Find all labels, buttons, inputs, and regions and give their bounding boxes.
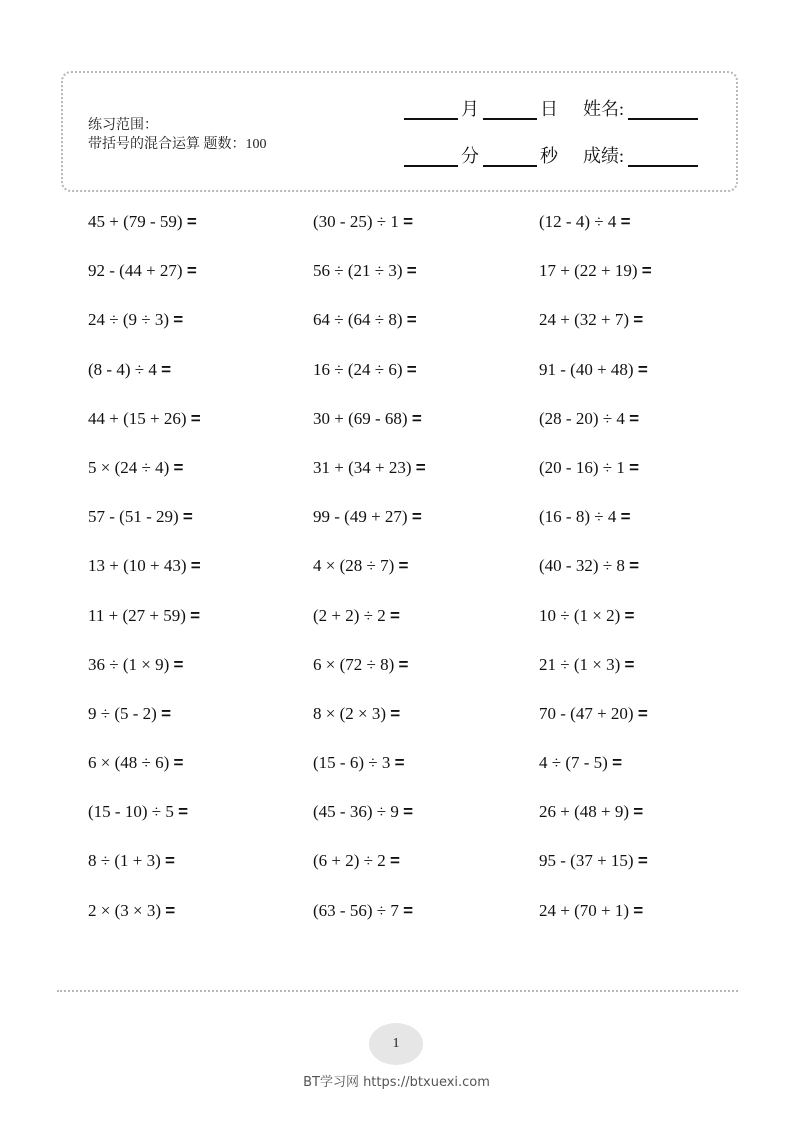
problem-expression: (15 - 10) ÷ 5 (88, 802, 174, 822)
equals-sign: = (173, 753, 184, 773)
equals-sign: = (633, 310, 644, 330)
problem-item (539, 407, 639, 431)
problem-item (88, 308, 183, 332)
problem-expression: (12 - 4) ÷ 4 (539, 212, 617, 231)
equals-sign: = (178, 802, 189, 822)
problem-row (88, 505, 748, 554)
problem-item (313, 358, 417, 382)
problem-expression: 95 - (37 + 15) (539, 851, 634, 871)
problem-expression: 9 ÷ (5 - 2) (88, 703, 157, 723)
problem-expression: 16 ÷ (24 ÷ 6) (313, 359, 403, 379)
problem-item (539, 259, 652, 283)
equals-sign: = (165, 900, 176, 920)
problem-item (313, 899, 413, 923)
problem-item (539, 210, 631, 234)
equals-sign: = (406, 310, 417, 330)
problem-item (539, 554, 639, 578)
equals-sign: = (406, 261, 417, 281)
problem-expression: 5 × (24 ÷ 4) (88, 457, 170, 477)
equals-sign: = (415, 457, 426, 477)
equals-sign: = (633, 802, 644, 822)
problem-row (88, 899, 748, 948)
problem-expression: 6 × (48 ÷ 6) (88, 753, 170, 773)
problem-expression: 24 + (70 + 1) (539, 900, 629, 920)
problem-item (539, 604, 634, 628)
equals-sign: = (637, 703, 648, 723)
problem-expression: 56 ÷ (21 ÷ 3) (313, 261, 403, 281)
problem-expression: 36 ÷ (1 × 9) (88, 654, 170, 674)
equals-sign: = (186, 261, 197, 281)
problem-item (88, 653, 183, 677)
problem-expression: (28 - 20) ÷ 4 (539, 408, 625, 428)
score-label: 成绩: (583, 146, 625, 166)
problem-item (88, 604, 200, 628)
problem-expression: 64 ÷ (64 ÷ 8) (313, 310, 403, 330)
problem-row (88, 554, 748, 603)
site-watermark: BT学习网 https://btxuexi.com (303, 1075, 490, 1090)
problem-item (539, 800, 643, 824)
problem-item (88, 505, 193, 529)
minute-label: 分 (461, 146, 479, 166)
equals-sign: = (186, 212, 197, 231)
problem-expression: (20 - 16) ÷ 1 (539, 457, 625, 477)
name-label: 姓名: (583, 99, 625, 119)
problem-item (88, 407, 201, 431)
name-blank[interactable] (628, 100, 698, 120)
problem-expression: 26 + (48 + 9) (539, 802, 629, 822)
problem-item (313, 751, 405, 775)
problem-item (88, 554, 201, 578)
problem-item (88, 899, 175, 923)
equals-sign: = (173, 457, 184, 477)
problem-expression: 6 × (72 ÷ 8) (313, 654, 395, 674)
problem-item (539, 702, 648, 726)
equals-sign: = (629, 408, 640, 428)
problem-item (313, 407, 422, 431)
problem-item (539, 456, 639, 480)
equals-sign: = (403, 900, 414, 920)
problem-expression: 92 - (44 + 27) (88, 261, 183, 281)
problem-item (539, 849, 648, 873)
problem-expression: 44 + (15 + 26) (88, 408, 187, 428)
problem-expression: (8 - 4) ÷ 4 (88, 359, 157, 379)
problem-item (313, 554, 408, 578)
equals-sign: = (411, 507, 422, 527)
problem-grid (88, 210, 748, 948)
equals-sign: = (190, 605, 201, 625)
problem-expression: 45 + (79 - 59) (88, 212, 183, 231)
problem-expression: (2 + 2) ÷ 2 (313, 605, 386, 625)
problem-expression: (63 - 56) ÷ 7 (313, 900, 399, 920)
equals-sign: = (629, 556, 640, 576)
problem-expression: 4 × (28 ÷ 7) (313, 556, 395, 576)
problem-expression: 13 + (10 + 43) (88, 556, 187, 576)
footer-divider (57, 990, 738, 992)
problem-row (88, 407, 748, 456)
equals-sign: = (624, 654, 635, 674)
equals-sign: = (633, 900, 644, 920)
equals-sign: = (403, 212, 414, 231)
equals-sign: = (173, 310, 184, 330)
problem-expression: 99 - (49 + 27) (313, 507, 408, 527)
equals-sign: = (612, 753, 623, 773)
equals-sign: = (641, 261, 652, 281)
time-score-row (404, 145, 698, 167)
equals-sign: = (411, 408, 422, 428)
equals-sign: = (390, 605, 400, 625)
problem-expression: 17 + (22 + 19) (539, 261, 638, 281)
equals-sign: = (620, 507, 631, 527)
equals-sign: = (403, 802, 414, 822)
problem-expression: 57 - (51 - 29) (88, 507, 179, 527)
problem-expression: 8 ÷ (1 + 3) (88, 851, 161, 871)
problem-item (313, 259, 417, 283)
problem-item (539, 751, 622, 775)
equals-sign: = (629, 457, 640, 477)
equals-sign: = (173, 654, 184, 674)
problem-item (88, 702, 171, 726)
problem-expression: (6 + 2) ÷ 2 (313, 851, 386, 871)
problem-item (313, 800, 413, 824)
problem-row (88, 604, 748, 653)
problem-item (313, 849, 400, 873)
equals-sign: = (620, 212, 631, 231)
equals-sign: = (165, 851, 175, 871)
problem-item (313, 456, 426, 480)
problem-expression: 21 ÷ (1 × 3) (539, 654, 621, 674)
problem-expression: (30 - 25) ÷ 1 (313, 212, 399, 231)
problem-expression: (45 - 36) ÷ 9 (313, 802, 399, 822)
equals-sign: = (390, 703, 401, 723)
equals-sign: = (161, 703, 172, 723)
problem-expression: 10 ÷ (1 × 2) (539, 605, 621, 625)
problem-item (88, 210, 197, 234)
problem-item (313, 604, 400, 628)
problem-row (88, 308, 748, 357)
equals-sign: = (390, 851, 400, 871)
problem-item (539, 505, 631, 529)
problem-item (539, 653, 634, 677)
equals-sign: = (182, 507, 193, 527)
range-label: 练习范围： (88, 118, 158, 133)
problem-row (88, 653, 748, 702)
problem-item (539, 308, 643, 332)
problem-item (313, 653, 408, 677)
problem-row (88, 210, 748, 259)
problem-expression: 11 + (27 + 59) (88, 605, 186, 625)
problem-item (88, 358, 171, 382)
problem-expression: 24 ÷ (9 ÷ 3) (88, 310, 169, 330)
problem-item (88, 751, 183, 775)
problem-row (88, 800, 748, 849)
equals-sign: = (406, 359, 417, 379)
problem-item (88, 259, 197, 283)
problem-expression: (16 - 8) ÷ 4 (539, 507, 617, 527)
problem-expression: 91 - (40 + 48) (539, 359, 634, 379)
equals-sign: = (394, 753, 405, 773)
equals-sign: = (398, 654, 409, 674)
problem-expression: 30 + (69 - 68) (313, 408, 408, 428)
date-name-row (404, 98, 698, 120)
problem-item (539, 899, 643, 923)
problem-expression: 70 - (47 + 20) (539, 703, 634, 723)
problem-row (88, 259, 748, 308)
problem-item (313, 505, 422, 529)
equals-sign: = (637, 359, 648, 379)
problem-item (313, 308, 417, 332)
problem-expression: 4 ÷ (7 - 5) (539, 753, 608, 773)
problem-item (88, 800, 188, 824)
problem-row (88, 849, 748, 898)
topic-and-count: 带括号的混合运算 题数：100 (88, 137, 267, 152)
day-blank[interactable] (483, 100, 537, 120)
problem-row (88, 456, 748, 505)
problem-expression: 2 × (3 × 3) (88, 900, 161, 920)
problem-row (88, 702, 748, 751)
problem-expression: 31 + (34 + 23) (313, 457, 412, 477)
month-blank[interactable] (404, 100, 458, 120)
month-label: 月 (461, 99, 479, 119)
second-blank[interactable] (483, 147, 537, 167)
score-blank[interactable] (628, 147, 698, 167)
problem-expression: (15 - 6) ÷ 3 (313, 753, 391, 773)
equals-sign: = (624, 605, 635, 625)
minute-blank[interactable] (404, 147, 458, 167)
equals-sign: = (190, 408, 201, 428)
problem-item (88, 456, 183, 480)
equals-sign: = (161, 359, 172, 379)
equals-sign: = (637, 851, 648, 871)
equals-sign: = (190, 556, 201, 576)
problem-item (88, 849, 175, 873)
second-label: 秒 (540, 146, 558, 166)
problem-expression: 24 + (32 + 7) (539, 310, 629, 330)
problem-row (88, 358, 748, 407)
equals-sign: = (398, 556, 409, 576)
problem-expression: (40 - 32) ÷ 8 (539, 556, 625, 576)
practice-range (88, 116, 267, 154)
problem-expression: 8 × (2 × 3) (313, 703, 386, 723)
problem-item (313, 210, 413, 234)
problem-item (539, 358, 648, 382)
page-number: 1 (369, 1023, 423, 1065)
day-label: 日 (540, 99, 558, 119)
problem-item (313, 702, 400, 726)
problem-row (88, 751, 748, 800)
